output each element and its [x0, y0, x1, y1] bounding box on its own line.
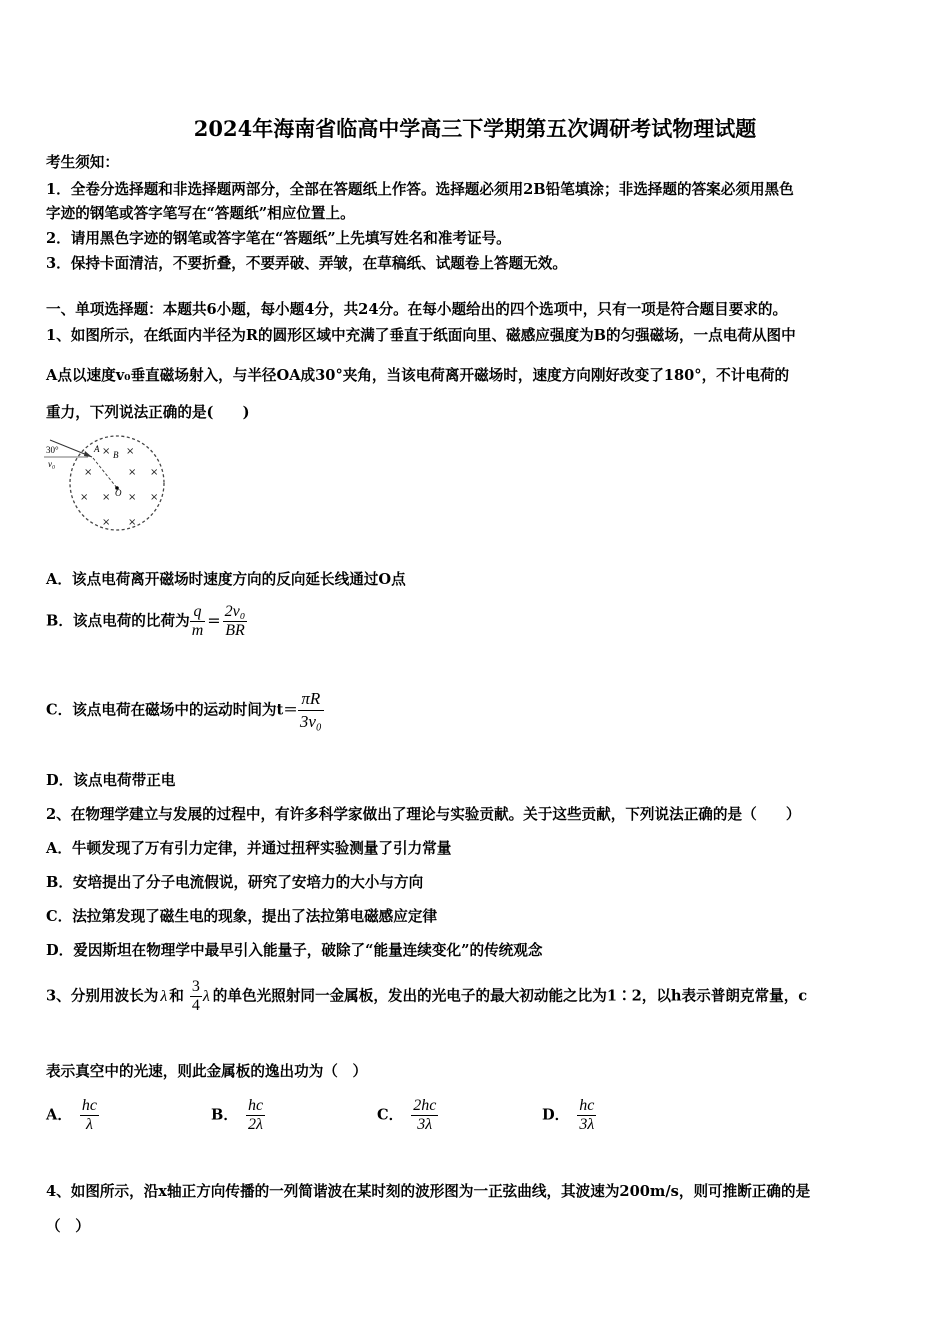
q3-option-d	[542, 1097, 596, 1134]
option-b-text: B．该点电荷的比荷为	[46, 612, 190, 630]
frac-den: 3λ	[411, 1115, 438, 1134]
q3-text: 和	[169, 987, 184, 1005]
fraction-2v0-over-br	[223, 603, 248, 640]
fraction-q-over-m	[190, 603, 206, 640]
q4-stem-line: 4、如图所示，沿x轴正方向传播的一列简谐波在某时刻的波形图为一正弦曲线，其波速为200m/s，则可推断正确的是	[46, 1183, 811, 1200]
field-mark: ×	[128, 517, 137, 528]
q2-option-b: B．安培提出了分子电流假说，研究了安培力的大小与方向	[46, 874, 424, 891]
q2-option-a: A．牛顿发现了万有引力定律，并通过扭秤实验测量了引力常量	[46, 840, 452, 857]
frac-den: λ	[80, 1115, 99, 1134]
page-title: 2024年海南省临高中学高三下学期第五次调研考试物理试题	[193, 116, 757, 141]
q3-option-a	[46, 1097, 99, 1134]
frac-num: πR	[301, 689, 321, 708]
frac-den: 3v₀	[299, 712, 322, 731]
point-o-label: O	[115, 488, 122, 498]
q2-stem: 2、在物理学建立与发展的过程中，有许多科学家做出了理论与实验贡献。关于这些贡献，下列说法正确的是（ ）	[46, 806, 801, 823]
field-mark: ×	[128, 467, 137, 478]
frac-den: 2λ	[246, 1115, 265, 1134]
q3-text: 3、分别用波长为	[46, 987, 159, 1005]
q1-stem-line: 重力，下列说法正确的是( )	[46, 404, 250, 421]
equals-sign: =	[207, 610, 221, 630]
b-label: B	[113, 450, 119, 460]
v0-label: v₀	[48, 459, 56, 469]
point-a-label: A	[94, 444, 100, 454]
option-fraction	[577, 1097, 596, 1134]
q1-stem-line: 1、如图所示，在纸面内半径为R的圆形区域中充满了垂直于纸面向里、磁感应强度为B的匀强磁场，一点电荷从图中	[46, 327, 796, 344]
q3-stem-line2: 表示真空中的光速，则此金属板的逸出功为（ ）	[46, 1063, 368, 1080]
arrow-head	[84, 451, 92, 457]
field-mark: ×	[102, 517, 111, 528]
option-fraction	[80, 1097, 99, 1134]
frac-den: BR	[223, 621, 248, 640]
field-mark: ×	[150, 492, 159, 503]
notice-line: 字迹的钢笔或答字笔写在“答题纸”相应位置上。	[46, 205, 355, 222]
lambda-symbol: λ	[160, 987, 168, 1005]
q1-option-d: D．该点电荷带正电	[46, 772, 176, 789]
frac-num: 2v₀	[224, 603, 246, 620]
option-label: C．	[377, 1106, 404, 1124]
option-fraction	[246, 1097, 265, 1134]
field-mark: ×	[84, 467, 93, 478]
option-label: A．	[46, 1106, 72, 1124]
q1-stem-line: A点以速度v₀垂直磁场射入，与半径OA成30°夹角，当该电荷离开磁场时，速度方向刚好改变了180°，不计电荷的	[46, 367, 790, 384]
angle-label: 30°	[46, 445, 59, 455]
q3-stem	[46, 978, 807, 1015]
q2-option-d: D．爱因斯坦在物理学中最早引入能量子，破除了“能量连续变化”的传统观念	[46, 942, 543, 959]
notice-heading: 考生须知：	[46, 154, 119, 171]
frac-num: hc	[81, 1097, 98, 1114]
option-fraction	[411, 1097, 438, 1134]
field-mark: ×	[128, 492, 137, 503]
radius-oa	[93, 458, 117, 488]
q1-option-b	[46, 603, 247, 640]
field-mark: ×	[102, 446, 111, 457]
q3-option-c	[377, 1097, 438, 1134]
q3-text: 的单色光照射同一金属板，发出的光电子的最大初动能之比为1∶2，以h表示普朗克常量，c	[212, 987, 808, 1005]
option-label: D．	[542, 1106, 570, 1124]
notice-line: 1．全卷分选择题和非选择题两部分，全部在答题纸上作答。选择题必须用2B铅笔填涂；非选择题的答案必须用黑色	[46, 181, 794, 198]
q1-option-a: A．该点电荷离开磁场时速度方向的反向延长线通过O点	[46, 571, 406, 588]
fraction-three-quarters	[190, 978, 202, 1015]
frac-num: q	[193, 603, 202, 620]
field-mark: ×	[102, 492, 111, 503]
frac-den: 4	[191, 997, 200, 1014]
section-heading: 一、单项选择题：本题共6小题，每小题4分，共24分。在每小题给出的四个选项中，只有一项是符合题目要求的。	[46, 301, 788, 318]
option-c-text: C．该点电荷在磁场中的运动时间为t＝	[46, 701, 298, 719]
option-label: B．	[211, 1106, 238, 1124]
notice-line: 2．请用黑色字迹的钢笔或答字笔在“答题纸”上先填写姓名和准考证号。	[46, 230, 511, 247]
q1-option-c	[46, 688, 324, 733]
lambda-symbol: λ	[202, 987, 210, 1005]
fraction-pir-over-3v0	[298, 688, 324, 733]
q4-stem-line: （ ）	[46, 1218, 90, 1235]
magnetic-field-diagram	[44, 432, 174, 534]
frac-num: hc	[579, 1097, 595, 1114]
frac-den: 3λ	[577, 1115, 596, 1134]
frac-num: 2hc	[413, 1097, 437, 1114]
field-mark: ×	[150, 467, 159, 478]
q2-option-c: C．法拉第发现了磁生电的现象，提出了法拉第电磁感应定律	[46, 908, 438, 925]
field-mark: ×	[80, 492, 89, 503]
frac-num: hc	[247, 1097, 264, 1114]
q3-option-b	[211, 1097, 265, 1134]
notice-line: 3．保持卡面清洁，不要折叠，不要弄破、弄皱，在草稿纸、试题卷上答题无效。	[46, 255, 567, 272]
frac-num: 3	[191, 978, 200, 995]
field-mark: ×	[126, 446, 135, 457]
frac-den: m	[191, 622, 204, 639]
